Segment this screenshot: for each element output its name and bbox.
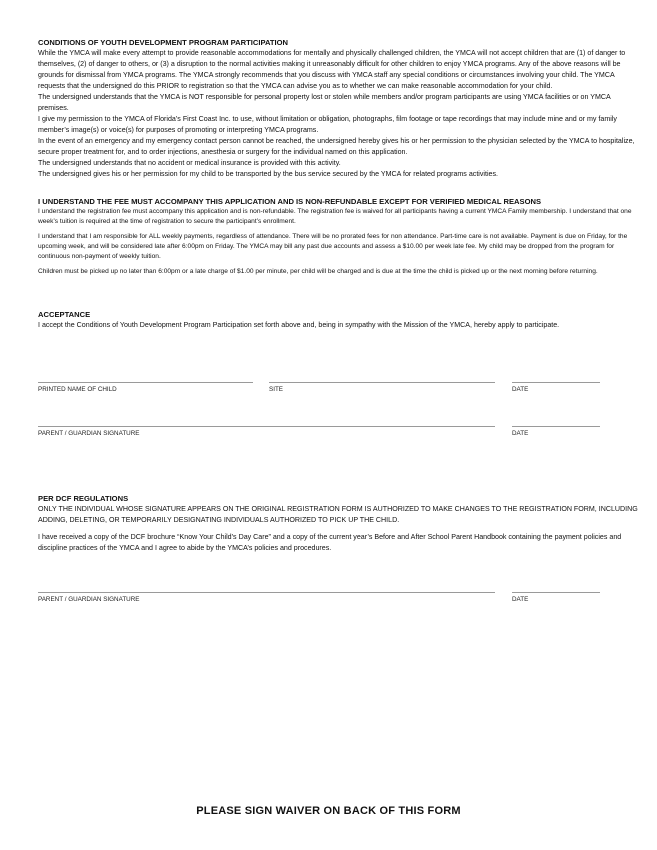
parent-signature-line[interactable] (38, 426, 495, 427)
conditions-paragraph: In the event of an emergency and my emergency contact person cannot be reached, the undersigned hereby gives his or her permission to the physician selected by the YMCA to hospitalize, secure proper treatment for, and to order injections, anesthesia or surgery for the individual named on this application. (38, 137, 635, 156)
conditions-paragraph: The undersigned understands that no accident or medical insurance is provided with this activity. (38, 159, 341, 167)
conditions-paragraph: The undersigned gives his or her permission for my child to be transported by the bus service secured by the YMCA for related programs activities. (38, 170, 498, 178)
fee-paragraph: I understand the registration fee must accompany this application and is non-refundable. The registration fee is waived for all participants having a current YMCA Family membership. I understand that one week’s tuition is required at the time of registration to secure the participant’s enrollment. (38, 208, 632, 225)
dcf-heading: PER DCF REGULATIONS (38, 494, 129, 503)
date-line[interactable] (512, 382, 600, 383)
fee-paragraph: Children must be picked up no later than 6:00pm or a late charge of $1.00 per minute, per child will be charged and is due at the time the child is picked up or the next morning before returning. (38, 268, 598, 275)
date-line[interactable] (512, 592, 600, 593)
acceptance-section (38, 310, 642, 331)
child-name-label: PRINTED NAME OF CHILD (38, 386, 117, 393)
conditions-paragraph: I give my permission to the YMCA of Florida’s First Coast Inc. to use, without limitation or obligation, photographs, film footage or tape recordings that may include mine and or my family member’s image(s) or voice(s) for purposes of promoting or interpreting YMCA programs. (38, 115, 617, 134)
footer-notice: PLEASE SIGN WAIVER ON BACK OF THIS FORM (196, 805, 461, 817)
conditions-section (38, 38, 642, 180)
fee-paragraph: I understand that I am responsible for ALL weekly payments, regardless of attendance. There will be no prorated fees for non attendance. Part-time care is not available. Payment is due on Friday, for the upcoming week, and will be considered late after 6:00pm on Friday. The YMCA may bill any past due accounts and assess a $10.00 per week late fee. My child may be dropped from the program for continuous non-payment of weekly tuition. (38, 233, 628, 260)
site-line[interactable] (269, 382, 495, 383)
conditions-paragraph: The undersigned understands that the YMCA is NOT responsible for personal property lost or stolen while members and/or program participants are using YMCA facilities or on YMCA premises. (38, 93, 611, 112)
site-label: SITE (269, 386, 283, 393)
conditions-heading: CONDITIONS OF YOUTH DEVELOPMENT PROGRAM PARTICIPATION (38, 38, 289, 47)
date-label: DATE (512, 596, 529, 603)
acceptance-heading: ACCEPTANCE (38, 310, 91, 319)
dcf-section (38, 494, 642, 554)
dcf-receipt-text: I have received a copy of the DCF brochure “Know Your Child’s Day Care” and a copy of the current year’s Before and After School Parent Handbook containing the payment policies and discipline practices of the YMCA and I agree to abide by the YMCA’s policies and procedures. (38, 533, 622, 552)
fee-section (38, 197, 642, 277)
date-label: DATE (512, 386, 529, 393)
dcf-text: ONLY THE INDIVIDUAL WHOSE SIGNATURE APPEARS ON THE ORIGINAL REGISTRATION FORM IS AUTHORIZED TO MAKE CHANGES TO THE REGISTRATION FORM, INCLUDING ADDING, DELETING, OR TEMPORARILY DESIGNATING INDIVIDUALS AUTHORIZED TO PICK UP THE CHILD. (38, 505, 638, 524)
date-label: DATE (512, 430, 529, 437)
fee-heading: I UNDERSTAND THE FEE MUST ACCOMPANY THIS APPLICATION AND IS NON-REFUNDABLE EXCEPT FOR VERIFIED MEDICAL REASONS (38, 197, 542, 206)
date-line[interactable] (512, 426, 600, 427)
conditions-paragraph: While the YMCA will make every attempt to provide reasonable accommodations for mentally and physically challenged children, the YMCA will not accept children that are (1) of danger to themselves, (2) of danger to others, or (3) a disruption to the normal activities making it unreasonably difficult for other children to enjoy YMCA programs. Any of the above reasons will be grounds for dismissal from YMCA programs. The YMCA strongly recommends that you discuss with YMCA staff any special conditions or circumstances involving your child. The YMCA requests that the undersigned do this PRIOR to registration so that the YMCA can advise you as to whether we can make reasonable accommodation for your child. (38, 49, 626, 90)
parent-signature-label: PARENT / GUARDIAN SIGNATURE (38, 430, 140, 437)
parent-signature-label: PARENT / GUARDIAN SIGNATURE (38, 596, 140, 603)
acceptance-text: I accept the Conditions of Youth Development Program Participation set forth above and, being in sympathy with the Mission of the YMCA, hereby apply to participate. (38, 321, 560, 329)
parent-signature-line[interactable] (38, 592, 495, 593)
child-name-line[interactable] (38, 382, 253, 383)
